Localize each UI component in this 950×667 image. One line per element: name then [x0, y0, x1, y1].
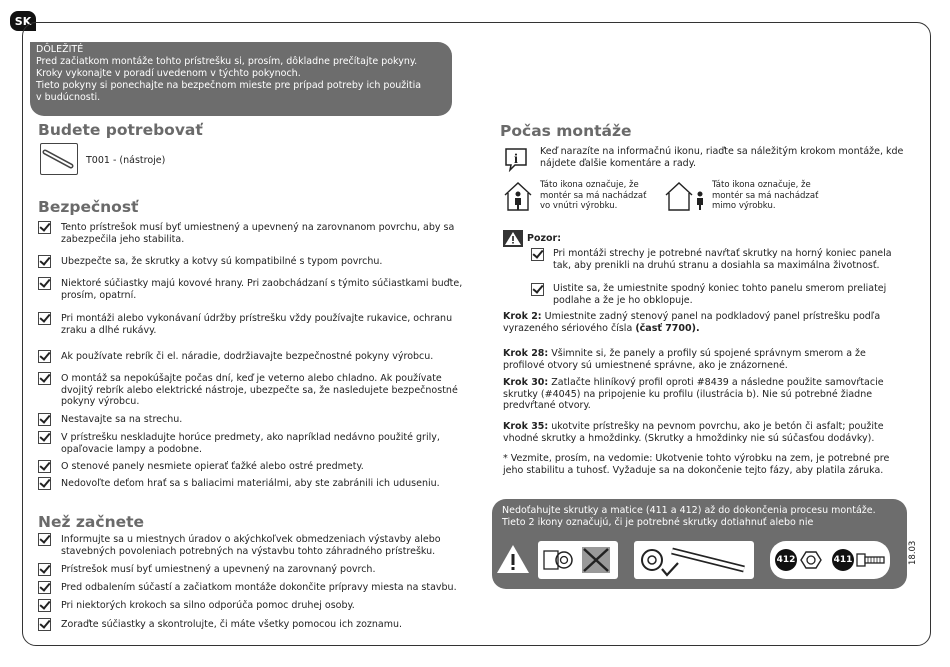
safety-item: V prístrešku neskladujte horúce predmety, ako napríklad nedávno použité grily, opaľovacie lampy a podobne. [61, 432, 440, 455]
step-2 [503, 311, 903, 334]
safety-item: Ak používate rebrík či el. náradie, dodržiavajte bezpečnostné pokyny výrobcu. [61, 351, 434, 362]
step-text: Všimnite si, že panely a profily sú spojené správnym smerom a že profilové otvory sú umiestnené správne, ako je znázornené. [503, 348, 866, 371]
important-line: Pred začiatkom montáže tohto prístrešku si, prosím, dôkladne prečítajte pokyny. [36, 56, 418, 67]
part-412-badge: 412 [775, 549, 797, 571]
warning-triangle-icon [495, 543, 531, 575]
step-35 [503, 421, 903, 444]
before-item: Zoraďte súčiastky a skontrolujte, či máte všetky pomocou ich zoznamu. [61, 619, 403, 630]
before-item: Informujte sa u miestnych úradov o akýchkoľvek obmedzeniach výstavby alebo stavebných povoleniach potrebných na výstavbu tohto záhradného prístrešku. [61, 534, 441, 557]
check-icon [38, 350, 51, 363]
check-icon [38, 460, 51, 473]
outside-icon [664, 180, 708, 212]
part-411-badge: 411 [832, 549, 854, 571]
caution-text: Uistite sa, že umiestnite spodný koniec tohto panelu smerom preliatej podlahe a že je ho obklopuje. [553, 283, 887, 306]
check-icon [531, 283, 544, 296]
important-line: Tieto pokyny si ponechajte na bezpečnom mieste pre prípad potreby ich použitia [36, 80, 422, 91]
safety-item: O stenové panely nesmiete opierať ťažké alebo ostré predmety. [61, 461, 364, 472]
important-line: v budúcnosti. [36, 92, 101, 103]
step-label: Krok 30: [503, 377, 549, 388]
step-30 [503, 377, 903, 412]
need-heading: Budete potrebovať [38, 121, 203, 139]
nut-icon [800, 550, 822, 570]
step-28 [503, 348, 903, 371]
language-badge: SK [10, 11, 36, 31]
info-text: Keď narazíte na informačnú ikonu, riaďte sa náležitým krokom montáže, kde nájdete ďalšie komentáre a rady. [540, 146, 904, 169]
parts-icons [770, 541, 890, 579]
info-icon [503, 146, 529, 172]
tool-icon [40, 143, 78, 175]
inside-text: Táto ikona označuje, že montér sa má nachádzať vo vnútri výrobku. [540, 180, 647, 211]
tighten-line: Tieto 2 ikony označujú, či je potrebné skrutky dotiahnuť alebo nie [502, 517, 814, 528]
before-item: Pred odbalením súčastí a začiatkom montáže dokončite prípravy miesta na stavbu. [61, 582, 457, 593]
safety-item: Niektoré súčiastky majú kovové hrany. Pri zaobchádzaní s týmito súčiastkami buďte, prosím, opatrní. [61, 278, 463, 301]
anchor-note: * Vezmite, prosím, na vedomie: Ukotvenie tohto výrobku na zem, je potrebné pre jeho stabilitu a tuhosť. Vyžaduje sa na dokončenie tejto fázy, aby platila záruka. [503, 453, 890, 476]
safety-item: Nestavajte sa na strechu. [61, 414, 183, 425]
check-icon [38, 372, 51, 385]
check-icon [38, 618, 51, 631]
safety-item: O montáž sa nepokúšajte počas dní, keď je veterno alebo chladno. Ak používate dvojitý rebrík alebo elektrické nástroje, ubezpečte sa, že nasledujete bezpečnostné pokyny výrobcu. [61, 373, 458, 407]
before-item: Prístrešok musí byť umiestnený a upevnený na zarovnaný povrch. [61, 564, 376, 575]
important-title: DÔLEŽITÉ [36, 44, 84, 55]
during-heading: Počas montáže [500, 122, 632, 140]
safety-heading: Bezpečnosť [38, 198, 139, 216]
version-code: 18.03 [908, 540, 918, 565]
warning-icon [503, 230, 523, 247]
safety-item: Ubezpečte sa, že skrutky a kotvy sú kompatibilné s typom povrchu. [61, 256, 383, 267]
bolt-icon [856, 551, 886, 569]
check-icon [38, 255, 51, 268]
step-text: ukotvite prístrešky na pevnom povrchu, ako je betón či asfalt; použite vhodné skrutky a hmoždinky. (Skrutky a hmoždinky nie sú súčasťou dodávky). [503, 421, 884, 444]
check-icon [38, 563, 51, 576]
tighten-notice [492, 499, 907, 589]
check-icon [531, 248, 544, 261]
important-notice [30, 42, 452, 116]
loose-icons [538, 541, 618, 579]
step-label: Krok 2: [503, 311, 542, 322]
check-icon [38, 477, 51, 490]
before-heading: Než začnete [38, 513, 145, 531]
tool-label: T001 - (nástroje) [86, 155, 166, 166]
outside-text: Táto ikona označuje, že montér sa má nachádzať mimo výrobku. [712, 180, 819, 211]
step-label: Krok 35: [503, 421, 549, 432]
safety-item: Tento prístrešok musí byť umiestnený a upevnený na zarovnanom povrchu, aby sa zabezpečila jeho stabilita. [61, 222, 455, 245]
tighten-screw-icon [634, 541, 754, 579]
caution-text: Pri montáži strechy je potrebné navŕtať skrutky na horný koniec panela tak, aby prenikli na druhú stranu a dosiahla sa maximálna životnosť. [553, 248, 892, 271]
inside-icon [502, 180, 534, 212]
important-line: Kroky vykonajte v poradí uvedenom v týchto pokynoch. [36, 68, 301, 79]
caution-title: Pozor: [527, 233, 562, 244]
loose-screw-icon [538, 541, 618, 579]
step-bold: (časť 7700). [635, 322, 700, 334]
step-text: Zatlačte hliníkový profil oproti #8439 a následne použite samovŕtacie skrutky (#4045) na pripojenie ku profilu (ilustrácia b). Nie sú potrebné žiadne predvŕtané otvory. [503, 377, 884, 411]
check-icon [38, 533, 51, 546]
tight-icons [634, 541, 754, 579]
check-icon [38, 599, 51, 612]
safety-item: Pri montáži alebo vykonávaní údržby prístrešku vždy používajte rukavice, ochranu zraku a dlhé rukávy. [61, 313, 453, 336]
before-item: Pri niektorých krokoch sa silno odporúča pomoc druhej osoby. [61, 600, 355, 611]
safety-item: Nedovoľte deťom hrať sa s baliacimi materiálmi, aby ste zabránili ich uduseniu. [61, 478, 440, 489]
step-text: Umiestnite zadný stenový panel na podkladový panel prístrešku podľa vyrazeného sériového čísla [503, 311, 881, 334]
check-icon [38, 581, 51, 594]
check-icon [38, 413, 51, 426]
svg-text:i: i [514, 152, 518, 167]
check-icon [38, 221, 51, 234]
step-label: Krok 28: [503, 348, 549, 359]
tighten-line: Nedoťahujte skrutky a matice (411 a 412) až do dokončenia procesu montáže. [502, 505, 876, 516]
check-icon [38, 277, 51, 290]
check-icon [38, 431, 51, 444]
check-icon [38, 312, 51, 325]
